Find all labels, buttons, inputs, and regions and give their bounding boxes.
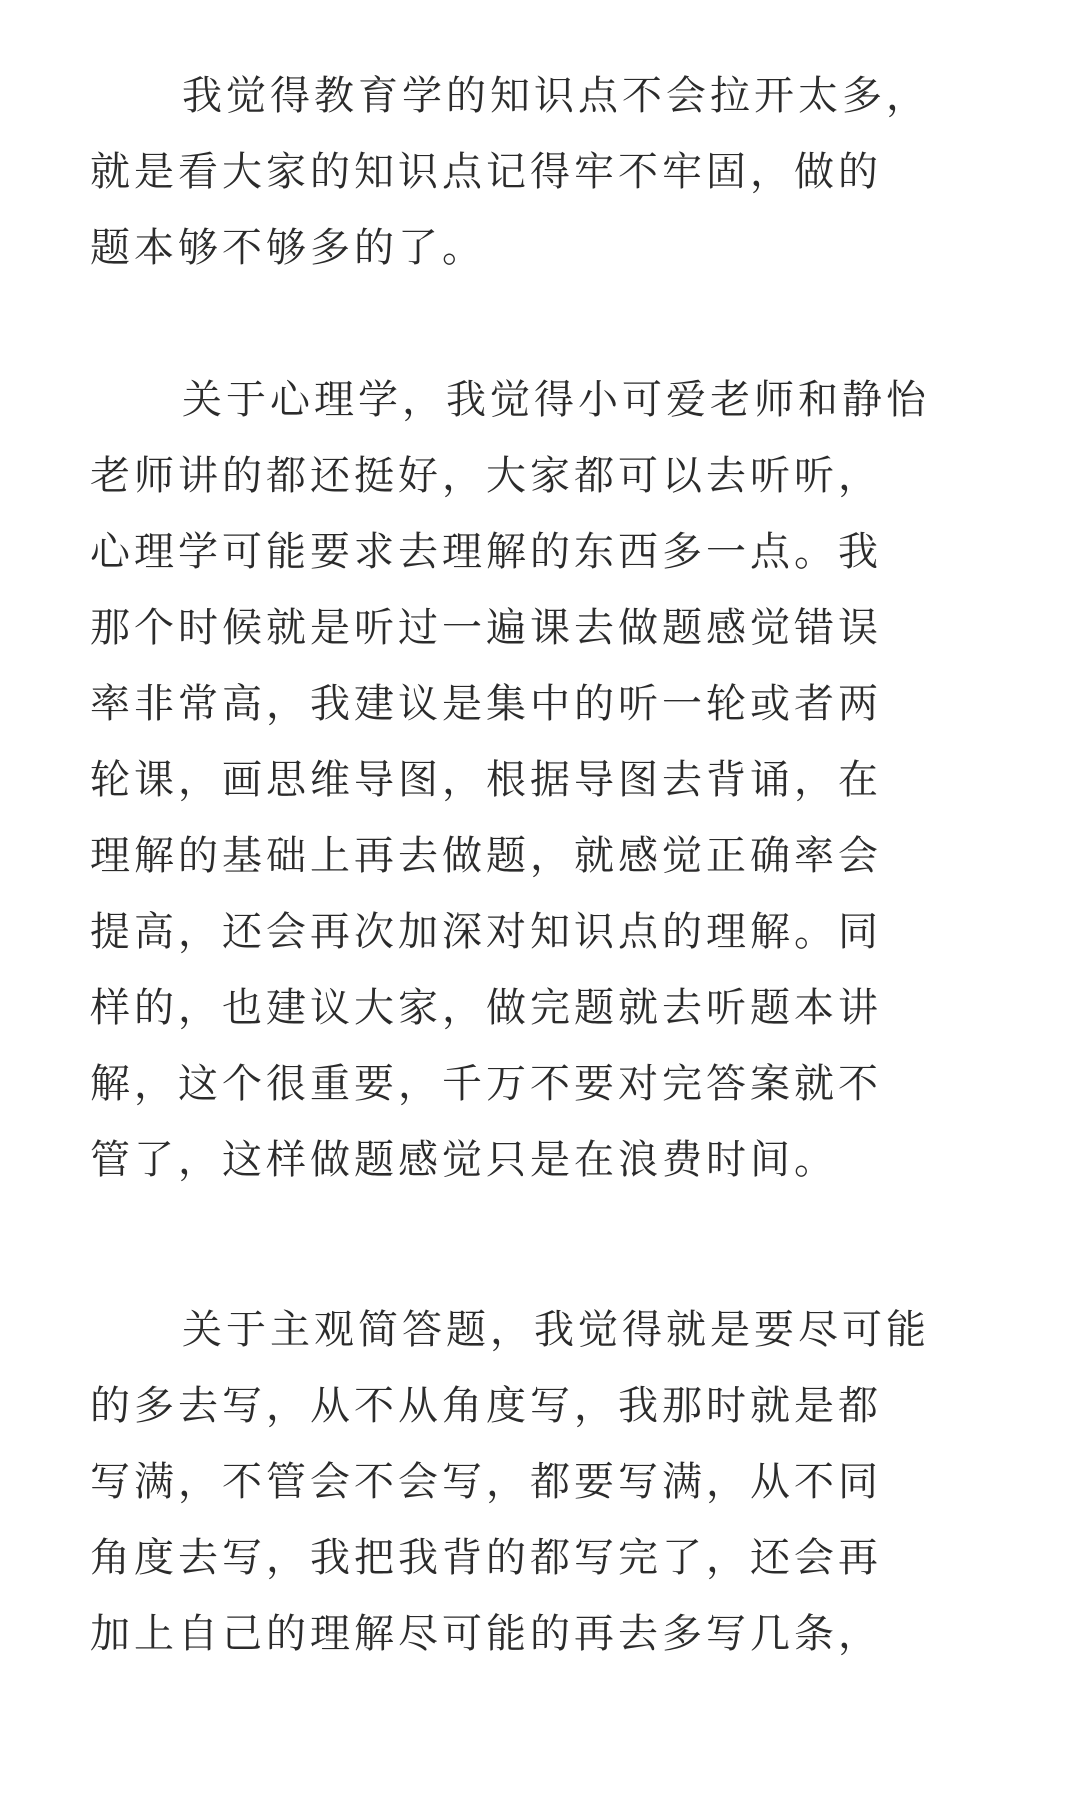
paragraph-line: 率非常高，我建议是集中的听一轮或者两: [90, 681, 882, 727]
paragraph-line: 管了，这样做题感觉只是在浪费时间。: [90, 1137, 838, 1183]
paragraph-line: 就是看大家的知识点记得牢不牢固，做的: [90, 149, 882, 195]
paragraph-line: 加上自己的理解尽可能的再去多写几条，: [90, 1611, 882, 1657]
paragraph-line: 解，这个很重要，千万不要对完答案就不: [90, 1061, 882, 1107]
paragraph-line: 样的，也建议大家，做完题就去听题本讲: [90, 985, 882, 1031]
paragraph-line: 理解的基础上再去做题，就感觉正确率会: [90, 833, 882, 879]
paragraph-line: 题本够不够多的了。: [90, 225, 486, 271]
paragraph-line: 关于心理学，我觉得小可爱老师和静怡: [182, 377, 930, 423]
paragraph-line: 提高，还会再次加深对知识点的理解。同: [90, 909, 882, 955]
paragraph-line: 写满，不管会不会写，都要写满，从不同: [90, 1459, 882, 1505]
paragraph-line: 角度去写，我把我背的都写完了，还会再: [90, 1535, 882, 1581]
paragraph-line: 那个时候就是听过一遍课去做题感觉错误: [90, 605, 882, 651]
paragraph-line: 我觉得教育学的知识点不会拉开太多，: [182, 73, 930, 119]
paragraph-line: 老师讲的都还挺好，大家都可以去听听，: [90, 453, 882, 499]
paragraph-line: 心理学可能要求去理解的东西多一点。我: [90, 529, 882, 575]
paragraph-line: 轮课，画思维导图，根据导图去背诵，在: [90, 757, 882, 803]
paragraph-line: 关于主观简答题，我觉得就是要尽可能: [182, 1307, 930, 1353]
paragraph-line: 的多去写，从不从角度写，我那时就是都: [90, 1383, 882, 1429]
